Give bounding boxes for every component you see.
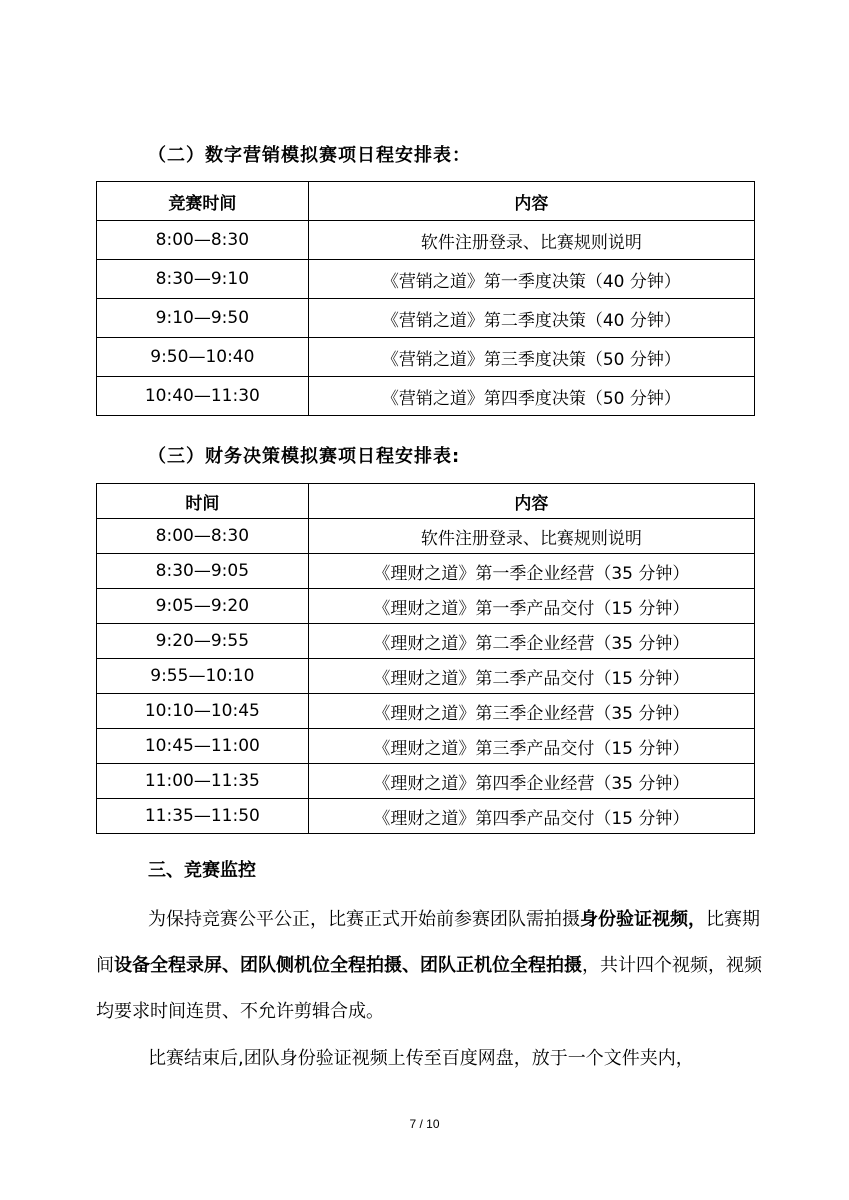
- time-cell: 11:35—11:50: [97, 799, 309, 834]
- content-cell: 《理财之道》第四季产品交付（15 分钟）: [308, 799, 754, 834]
- table-row: [97, 260, 755, 299]
- content-cell: 《营销之道》第三季度决策（50 分钟）: [308, 338, 754, 377]
- content-cell: 《营销之道》第四季度决策（50 分钟）: [308, 377, 754, 416]
- content-cell: 软件注册登录、比赛规则说明: [308, 519, 754, 554]
- para1-bold-d: 设备全程录屏、团队侧机位全程拍摄、团队正机位全程拍摄: [114, 955, 582, 976]
- time-cell: 10:10—10:45: [97, 694, 309, 729]
- monitoring-paragraph-2: [96, 1036, 766, 1082]
- time-cell: 8:30—9:10: [97, 260, 309, 299]
- page-number: 7 / 10: [409, 1117, 440, 1131]
- table-row: [97, 221, 755, 260]
- time-cell: 9:05—9:20: [97, 589, 309, 624]
- table-row: [97, 338, 755, 377]
- time-cell: 8:00—8:30: [97, 221, 309, 260]
- time-cell: 11:00—11:35: [97, 764, 309, 799]
- table-row: [97, 799, 755, 834]
- time-cell: 9:10—9:50: [97, 299, 309, 338]
- para1-bold-b: 身份验证视频，: [580, 909, 706, 930]
- table-row: [97, 764, 755, 799]
- header-content: 内容: [308, 182, 754, 221]
- content-cell: 《理财之道》第三季企业经营（35 分钟）: [308, 694, 754, 729]
- para1-text-c: 比赛期间: [96, 909, 760, 976]
- table-row: [97, 299, 755, 338]
- header-time: 竞赛时间: [97, 182, 309, 221]
- header-content: 内容: [308, 484, 754, 519]
- content-cell: 《理财之道》第一季产品交付（15 分钟）: [308, 589, 754, 624]
- table-row: [97, 589, 755, 624]
- table-row: [97, 624, 755, 659]
- time-cell: 10:45—11:00: [97, 729, 309, 764]
- table-row: [97, 659, 755, 694]
- time-cell: 8:30—9:05: [97, 554, 309, 589]
- section3-title: （三）财务决策模拟赛项日程安排表:: [148, 446, 461, 467]
- content-cell: 《营销之道》第一季度决策（40 分钟）: [308, 260, 754, 299]
- time-cell: 9:50—10:40: [97, 338, 309, 377]
- table-header-row: [97, 484, 755, 519]
- financial-decision-schedule-table: [96, 483, 755, 834]
- monitoring-heading: 三、竞赛监控: [148, 860, 256, 881]
- table-header-row: [97, 182, 755, 221]
- header-time: 时间: [97, 484, 309, 519]
- monitoring-paragraph-1: [96, 897, 766, 1035]
- content-cell: 《理财之道》第三季产品交付（15 分钟）: [308, 729, 754, 764]
- table-row: [97, 519, 755, 554]
- time-cell: 8:00—8:30: [97, 519, 309, 554]
- para1-text-a: 为保持竞赛公平公正，比赛正式开始前参赛团队需拍摄: [148, 909, 580, 930]
- content-cell: 《理财之道》第二季产品交付（15 分钟）: [308, 659, 754, 694]
- content-cell: 《理财之道》第一季企业经营（35 分钟）: [308, 554, 754, 589]
- table-row: [97, 729, 755, 764]
- time-cell: 9:20—9:55: [97, 624, 309, 659]
- content-cell: 软件注册登录、比赛规则说明: [308, 221, 754, 260]
- table-row: [97, 694, 755, 729]
- digital-marketing-schedule-table: [96, 181, 755, 416]
- content-cell: 《理财之道》第二季企业经营（35 分钟）: [308, 624, 754, 659]
- content-cell: 《理财之道》第四季企业经营（35 分钟）: [308, 764, 754, 799]
- para1-text-e: ，共计四个视频，视频均要求时间连贯、不允许剪辑合成。: [96, 955, 762, 1022]
- time-cell: 9:55—10:10: [97, 659, 309, 694]
- table-row: [97, 377, 755, 416]
- table-row: [97, 554, 755, 589]
- para2-text: 比赛结束后,团队身份验证视频上传至百度网盘，放于一个文件夹内，: [148, 1048, 694, 1069]
- section2-title: （二）数字营销模拟赛项日程安排表：: [148, 145, 471, 166]
- time-cell: 10:40—11:30: [97, 377, 309, 416]
- content-cell: 《营销之道》第二季度决策（40 分钟）: [308, 299, 754, 338]
